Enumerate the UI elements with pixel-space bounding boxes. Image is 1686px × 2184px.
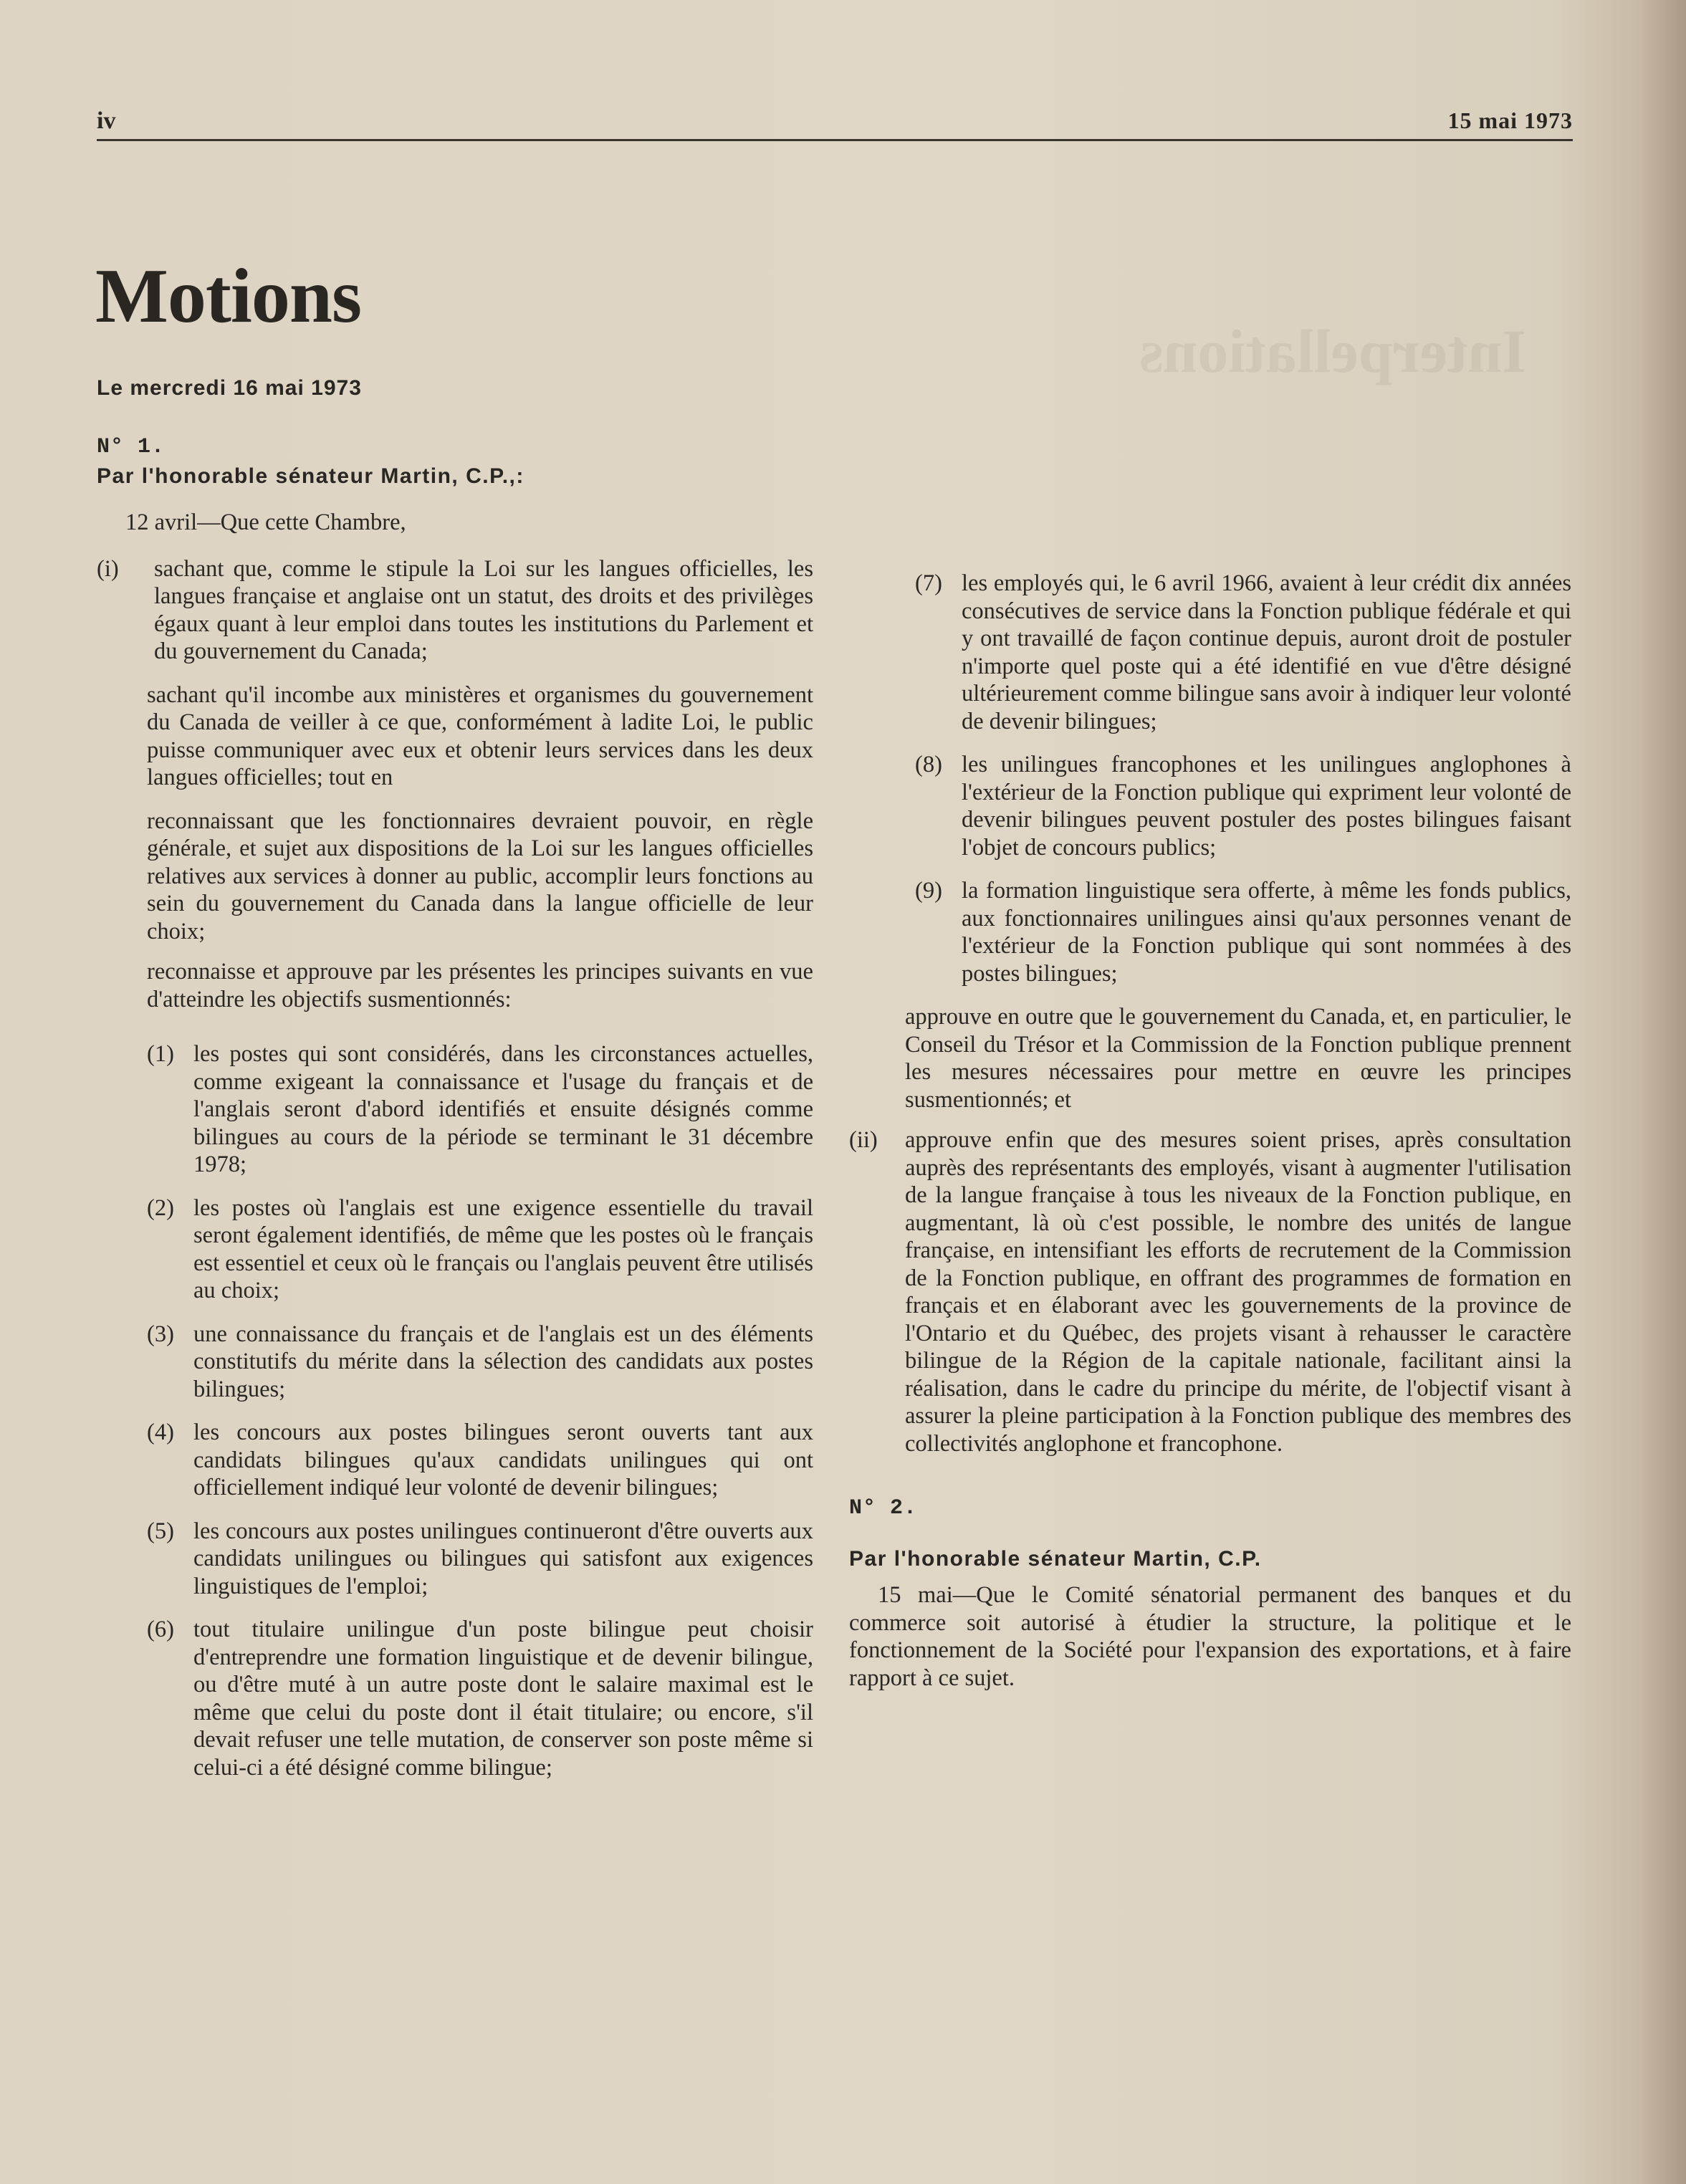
header-date: 15 mai 1973 <box>1447 107 1573 133</box>
principle-2-text: les postes où l'anglais est une exigence essentielle du travail seront également identifiés, de même que les postes où le français est essentiel et ceux où le français ou l'anglais peuvent être utilisés au choix; <box>193 1194 813 1303</box>
motion-2-number: N° 2. <box>849 1496 918 1520</box>
principle-6 <box>147 1616 813 1781</box>
clause-i-label: (i) <box>97 555 119 582</box>
principle-5 <box>147 1518 813 1601</box>
running-header <box>97 107 1573 141</box>
principle-6-text: tout titulaire unilingue d'un poste bilingue peut choisir d'entreprendre une formation linguistique et de devenir bilingue, ou d'être muté à un autre poste dont le salaire maximal est le même que celui du poste dont il était titulaire; ou encore, s'il devait refuser une telle mutation, de conserver son poste même si celui-ci a été désigné comme bilingue; <box>193 1617 813 1781</box>
clause-ii-text: approuve enfin que des mesures soient prises, après consultation auprès des représentants des employés, visant à augmenter l'utilisation de la langue française à tous les niveaux de la Fonction publique, en augmentant, là où c'est possible, le nombre des unités de langue française, en intensifiant les efforts de recrutement de la Commission de la Fonction publique, en offrant des programmes de formation en français et en élaborant avec les gouvernements de la province de l'Ontario et du Québec, des projets visant à rehausser le caractère bilingue de la Région de la capitale nationale, facilitant ainsi la réalisation, dans le cadre du principe du mérite, de l'objectif visant à assurer la pleine participation à la Fonction publique des membres des collectivités anglophone et francophone. <box>905 1127 1571 1457</box>
principle-2-label: (2) <box>147 1194 174 1221</box>
principle-9-text: la formation linguistique sera offerte, à même les fonds publics, aux fonctionnaires unilingues ainsi qu'aux personnes venant de l'extérieur de la Fonction publique qui sont nommées à des postes bilingues; <box>962 878 1571 987</box>
motion-1-clause-i <box>97 555 813 666</box>
motion-1-number: N° 1. <box>97 435 166 459</box>
principle-3-text: une connaissance du français et de l'anglais est un des éléments constitutifs du mérite dans la sélection des candidats aux postes bilingues; <box>193 1321 813 1402</box>
motion-2-text: 15 mai—Que le Comité sénatorial permanent des banques et du commerce soit autorisé à étudier la structure, la politique et le fonctionnement de la Société pour l'expansion des exportations, et à faire rapport à ce sujet. <box>849 1582 1571 1691</box>
principle-4 <box>147 1419 813 1502</box>
principle-4-label: (4) <box>147 1419 174 1445</box>
page-title: Motions <box>95 254 361 339</box>
principle-7 <box>915 570 1571 735</box>
principle-6-label: (6) <box>147 1617 174 1642</box>
motion-1-clause-ii <box>849 1126 1571 1457</box>
principle-3-label: (3) <box>147 1321 174 1347</box>
principle-4-text: les concours aux postes bilingues seront ouverts tant aux candidats bilingues qu'aux candidats unilingues qui ont officiellement indiqué leur volonté de devenir bilingues; <box>193 1419 813 1500</box>
principle-2 <box>147 1194 813 1305</box>
motion-1-date: 12 avril—Que cette Chambre, <box>125 509 406 535</box>
motion-1-para-4: reconnaisse et approuve par les présentes les principes suivants en vue d'atteindre les objectifs susmentionnés: <box>147 959 813 1012</box>
principle-8-label: (8) <box>915 752 942 777</box>
principle-1 <box>147 1040 813 1179</box>
principle-8 <box>915 751 1571 861</box>
principle-7-text: les employés qui, le 6 avril 1966, avaient à leur crédit dix années consécutives de service dans la Fonction publique fédérale et qui y ont travaillé de façon continue depuis, auront droit de postuler n'importe quel poste qui a été identifié en vue d'être désigné ultérieurement comme bilingue sans avoir à indiquer leur volonté de devenir bilingues; <box>962 570 1571 734</box>
motion-1-para-2: sachant qu'il incombe aux ministères et organismes du gouvernement du Canada de veiller à ce que, conformément à ladite Loi, le public puisse communiquer avec eux et obtenir leurs services dans les deux langues officielles; tout en <box>147 681 813 790</box>
sitting-date: Le mercredi 16 mai 1973 <box>97 376 362 400</box>
motion-2-mover: Par l'honorable sénateur Martin, C.P. <box>849 1546 1262 1571</box>
motion-1-para-3: reconnaissant que les fonctionnaires devraient pouvoir, en règle générale, et sujet aux dispositions de la Loi sur les langues officielles relatives aux services à donner au public, accomplir leurs fonctions au sein du gouvernement du Canada dans la langue officielle de leur choix; <box>147 808 813 944</box>
motion-1-mover: Par l'honorable sénateur Martin, C.P.,: <box>97 464 525 488</box>
motion-1-approve-further: approuve en outre que le gouvernement du Canada, et, en particulier, le Conseil du Trésor et la Commission de la Fonction publique prennent les mesures nécessaires pour mettre en œuvre les principes susmentionnés; et <box>905 1004 1571 1113</box>
principle-9 <box>915 877 1571 987</box>
clause-ii-label: (ii) <box>849 1127 878 1153</box>
principle-5-text: les concours aux postes unilingues continueront d'être ouverts aux candidats unilingues ou bilingues qui satisfont aux exigences linguistiques de l'emploi; <box>193 1518 813 1599</box>
principle-1-text: les postes qui sont considérés, dans les circonstances actuelles, comme exigeant la connaissance et l'usage du français et de l'anglais seront d'abord identifiés et ensuite désignés comme bilingues au cours de la période se terminant le 31 décembre 1978; <box>193 1041 813 1177</box>
right-column <box>849 570 1571 1692</box>
principle-1-label: (1) <box>147 1041 174 1067</box>
principle-5-label: (5) <box>147 1518 174 1544</box>
bleed-through-title: Interpellations <box>1139 317 1526 385</box>
clause-i-text: sachant que, comme le stipule la Loi sur les langues officielles, les langues française et anglaise ont un statut, des droits et des privilèges égaux quant à leur emploi dans toutes les institutions du Parlement et du gouvernement du Canada; <box>154 555 813 664</box>
principle-9-label: (9) <box>915 878 942 904</box>
left-column <box>97 434 813 1781</box>
principle-7-label: (7) <box>915 570 942 596</box>
principle-8-text: les unilingues francophones et les unilingues anglophones à l'extérieur de la Fonction publique qui expriment leur volonté de devenir bilingues peuvent postuler des postes bilingues faisant l'objet de concours publics; <box>962 752 1571 861</box>
principle-3 <box>147 1321 813 1404</box>
page-folio: iv <box>97 107 116 134</box>
